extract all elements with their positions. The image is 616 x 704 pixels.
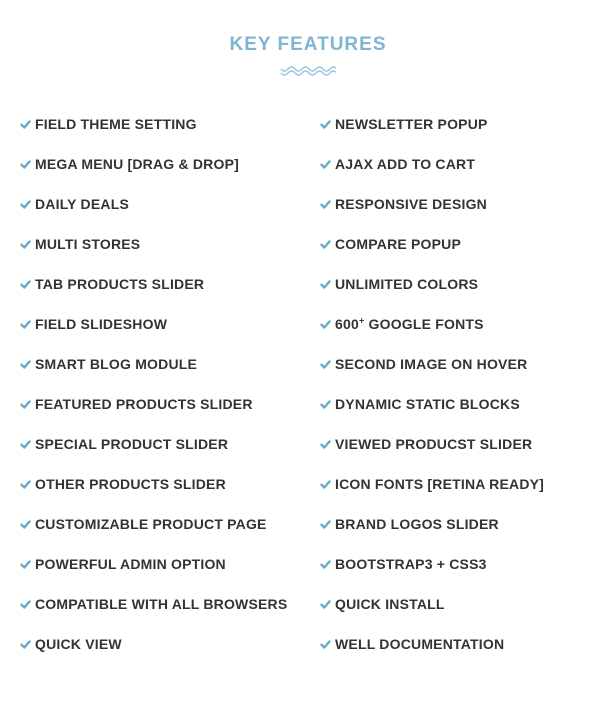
checkmark-icon [20,479,31,490]
checkmark-icon [320,399,331,410]
feature-item [20,184,310,224]
feature-item [320,184,610,224]
feature-label: RESPONSIVE DESIGN [335,196,487,212]
checkmark-icon [320,159,331,170]
checkmark-icon [320,639,331,650]
checkmark-icon [20,439,31,450]
feature-item [20,104,310,144]
feature-label: QUICK INSTALL [335,596,445,612]
feature-label: OTHER PRODUCTS SLIDER [35,476,226,492]
feature-item [320,584,610,624]
feature-label: TAB PRODUCTS SLIDER [35,276,205,292]
checkmark-icon [320,559,331,570]
feature-item [20,584,310,624]
feature-label: SECOND IMAGE ON HOVER [335,356,528,372]
feature-item [20,624,310,664]
feature-label: DAILY DEALS [35,196,129,212]
feature-item [320,384,610,424]
checkmark-icon [320,519,331,530]
feature-item [20,384,310,424]
page-title: KEY FEATURES [229,34,387,55]
feature-label: DYNAMIC STATIC BLOCKS [335,396,520,412]
checkmark-icon [20,239,31,250]
feature-item [20,144,310,184]
google-fonts-plus: + [358,315,365,326]
feature-label: AJAX ADD TO CART [335,156,476,172]
checkmark-icon [320,479,331,490]
feature-item [20,544,310,584]
checkmark-icon [320,199,331,210]
checkmark-icon [20,359,31,370]
checkmark-icon [20,519,31,530]
feature-label: FIELD SLIDESHOW [35,316,168,332]
feature-label: SPECIAL PRODUCT SLIDER [35,436,229,452]
checkmark-icon [20,119,31,130]
checkmark-icon [20,559,31,570]
feature-label: COMPARE POPUP [335,236,462,252]
checkmark-icon [320,279,331,290]
feature-item [320,464,610,504]
feature-label: CUSTOMIZABLE PRODUCT PAGE [35,516,267,532]
checkmark-icon [20,159,31,170]
feature-label: MULTI STORES [35,236,141,252]
checkmark-icon [320,599,331,610]
feature-label: ICON FONTS [RETINA READY] [335,476,545,492]
feature-item [320,424,610,464]
checkmark-icon [20,599,31,610]
feature-item [320,264,610,304]
feature-label: MEGA MENU [DRAG & DROP] [35,156,239,172]
feature-item [320,144,610,184]
checkmark-icon [320,439,331,450]
feature-item [320,504,610,544]
feature-item [20,264,310,304]
feature-item [20,424,310,464]
checkmark-icon [320,239,331,250]
feature-item [20,304,310,344]
feature-label: POWERFUL ADMIN OPTION [35,556,226,572]
feature-item [20,464,310,504]
feature-item [320,104,610,144]
feature-label: FEATURED PRODUCTS SLIDER [35,396,253,412]
feature-label: BOOTSTRAP3 + CSS3 [335,556,487,572]
feature-label: COMPATIBLE WITH ALL BROWSERS [35,596,288,612]
feature-label: UNLIMITED COLORS [335,276,479,292]
feature-item [20,344,310,384]
wave-divider-icon [280,66,336,76]
feature-label: VIEWED PRODUCST SLIDER [335,436,533,452]
feature-list-right [320,104,610,664]
feature-item [320,344,610,384]
feature-label: WELL DOCUMENTATION [335,636,505,652]
feature-label: QUICK VIEW [35,636,122,652]
checkmark-icon [20,199,31,210]
checkmark-icon [320,319,331,330]
feature-item [320,624,610,664]
checkmark-icon [20,319,31,330]
checkmark-icon [20,279,31,290]
feature-item [320,224,610,264]
feature-label-google-fonts [335,316,484,332]
checkmark-icon [20,639,31,650]
checkmark-icon [320,119,331,130]
feature-list-left [20,104,310,664]
feature-label: NEWSLETTER POPUP [335,116,488,132]
feature-label: BRAND LOGOS SLIDER [335,516,499,532]
feature-item [20,504,310,544]
google-fonts-count: 600 [335,316,359,332]
feature-item [20,224,310,264]
feature-item [320,304,610,344]
feature-item [320,544,610,584]
checkmark-icon [20,399,31,410]
feature-label: SMART BLOG MODULE [35,356,198,372]
checkmark-icon [320,359,331,370]
feature-label: FIELD THEME SETTING [35,116,197,132]
google-fonts-text: GOOGLE FONTS [364,316,484,332]
